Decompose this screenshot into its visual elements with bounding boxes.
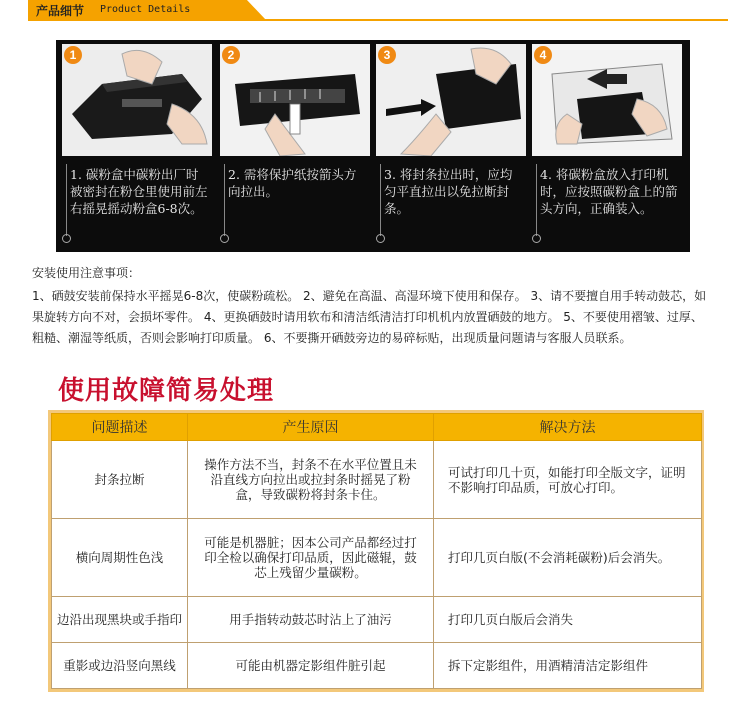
cause-cell: 可能由机器定影组件脏引起 [188, 643, 434, 689]
step-3-image [376, 44, 526, 156]
notes-title: 安装使用注意事项： [32, 266, 141, 280]
table-row [52, 441, 702, 519]
step-1-divider [66, 164, 67, 236]
step-4 [528, 40, 686, 252]
table-row [52, 597, 702, 643]
header-problem: 问题描述 [52, 414, 188, 441]
step-4-text: 4. 将碳粉盒放入打印机时，应按照碳粉盒上的箭头方向，正确装入。 [540, 167, 678, 216]
step-3-text: 3. 将封条拉出时，应均匀平直拉出以免拉断封条。 [384, 167, 513, 216]
step-3 [372, 40, 530, 252]
installation-steps-panel [56, 40, 690, 252]
step-4-marker [532, 234, 541, 243]
step-3-badge: 3 [378, 46, 396, 64]
step-1-badge: 1 [64, 46, 82, 64]
problem-cell: 封条拉断 [52, 441, 188, 519]
step-4-image [532, 44, 682, 156]
table-row [52, 519, 702, 597]
header-title-cn: 产品细节 [36, 4, 85, 18]
notes-body: 1、硒鼓安装前保持水平摇晃6-8次，使碳粉疏松。 2、避免在高温、高湿环境下使用和保存。 3、请不要擅自用手转动鼓芯，如果旋转方向不对，会损坏零件。 4、更换硒鼓时请用软布和清洁纸清洁打印机机内放置硒鼓的地方。 5、不要使用褶皱、过厚、粗糙、潮湿等纸质，否则会影响打印质量。 6、不要撕开硒鼓旁边的易碎标贴，出现质量问题请与客服人员联系。 [32, 289, 707, 345]
solution-cell: 可试打印几十页，如能打印全版文字，证明不影响打印品质，可放心打印。 [434, 441, 702, 519]
step-2-divider [224, 164, 225, 236]
step-4-badge: 4 [534, 46, 552, 64]
problem-cell: 边沿出现黑块或手指印 [52, 597, 188, 643]
step-1 [58, 40, 216, 252]
problem-cell: 重影或边沿竖向黑线 [52, 643, 188, 689]
step-4-divider [536, 164, 537, 236]
step-2-image [220, 44, 370, 156]
header-underline [28, 19, 728, 21]
step-1-image [62, 44, 212, 156]
problem-cell: 横向周期性色浅 [52, 519, 188, 597]
cause-cell: 操作方法不当，封条不在水平位置且未沿直线方向拉出或拉封条时摇晃了粉盒，导致碳粉将封条卡住。 [188, 441, 434, 519]
solution-cell: 打印几页白版(不会消耗碳粉)后会消失。 [434, 519, 702, 597]
cause-cell: 用手指转动鼓芯时沾上了油污 [188, 597, 434, 643]
step-2-marker [220, 234, 229, 243]
step-2-badge: 2 [222, 46, 240, 64]
step-1-marker [62, 234, 71, 243]
step-2-text: 2. 需将保护纸按箭头方向拉出。 [228, 167, 357, 199]
step-3-marker [376, 234, 385, 243]
table-row [52, 643, 702, 689]
header-cause: 产生原因 [188, 414, 434, 441]
step-1-text: 1. 碳粉盒中碳粉出厂时被密封在粉仓里使用前左右摇晃摇动粉盒6-8次。 [70, 167, 208, 216]
header-solution: 解决方法 [434, 414, 702, 441]
solution-cell: 拆下定影组件，用酒精清洁定影组件 [434, 643, 702, 689]
solution-cell: 打印几页白版后会消失 [434, 597, 702, 643]
step-3-divider [380, 164, 381, 236]
product-details-header [0, 0, 750, 22]
step-2 [216, 40, 374, 252]
troubleshoot-title: 使用故障简易处理 [58, 376, 275, 406]
troubleshoot-table [48, 410, 704, 692]
header-title-en: Product Details [100, 4, 191, 15]
cause-cell: 可能是机器脏；因本公司产品都经过打印全检以确保打印品质，因此磁辊，鼓芯上残留少量碳粉。 [188, 519, 434, 597]
table-header-row [52, 414, 702, 441]
